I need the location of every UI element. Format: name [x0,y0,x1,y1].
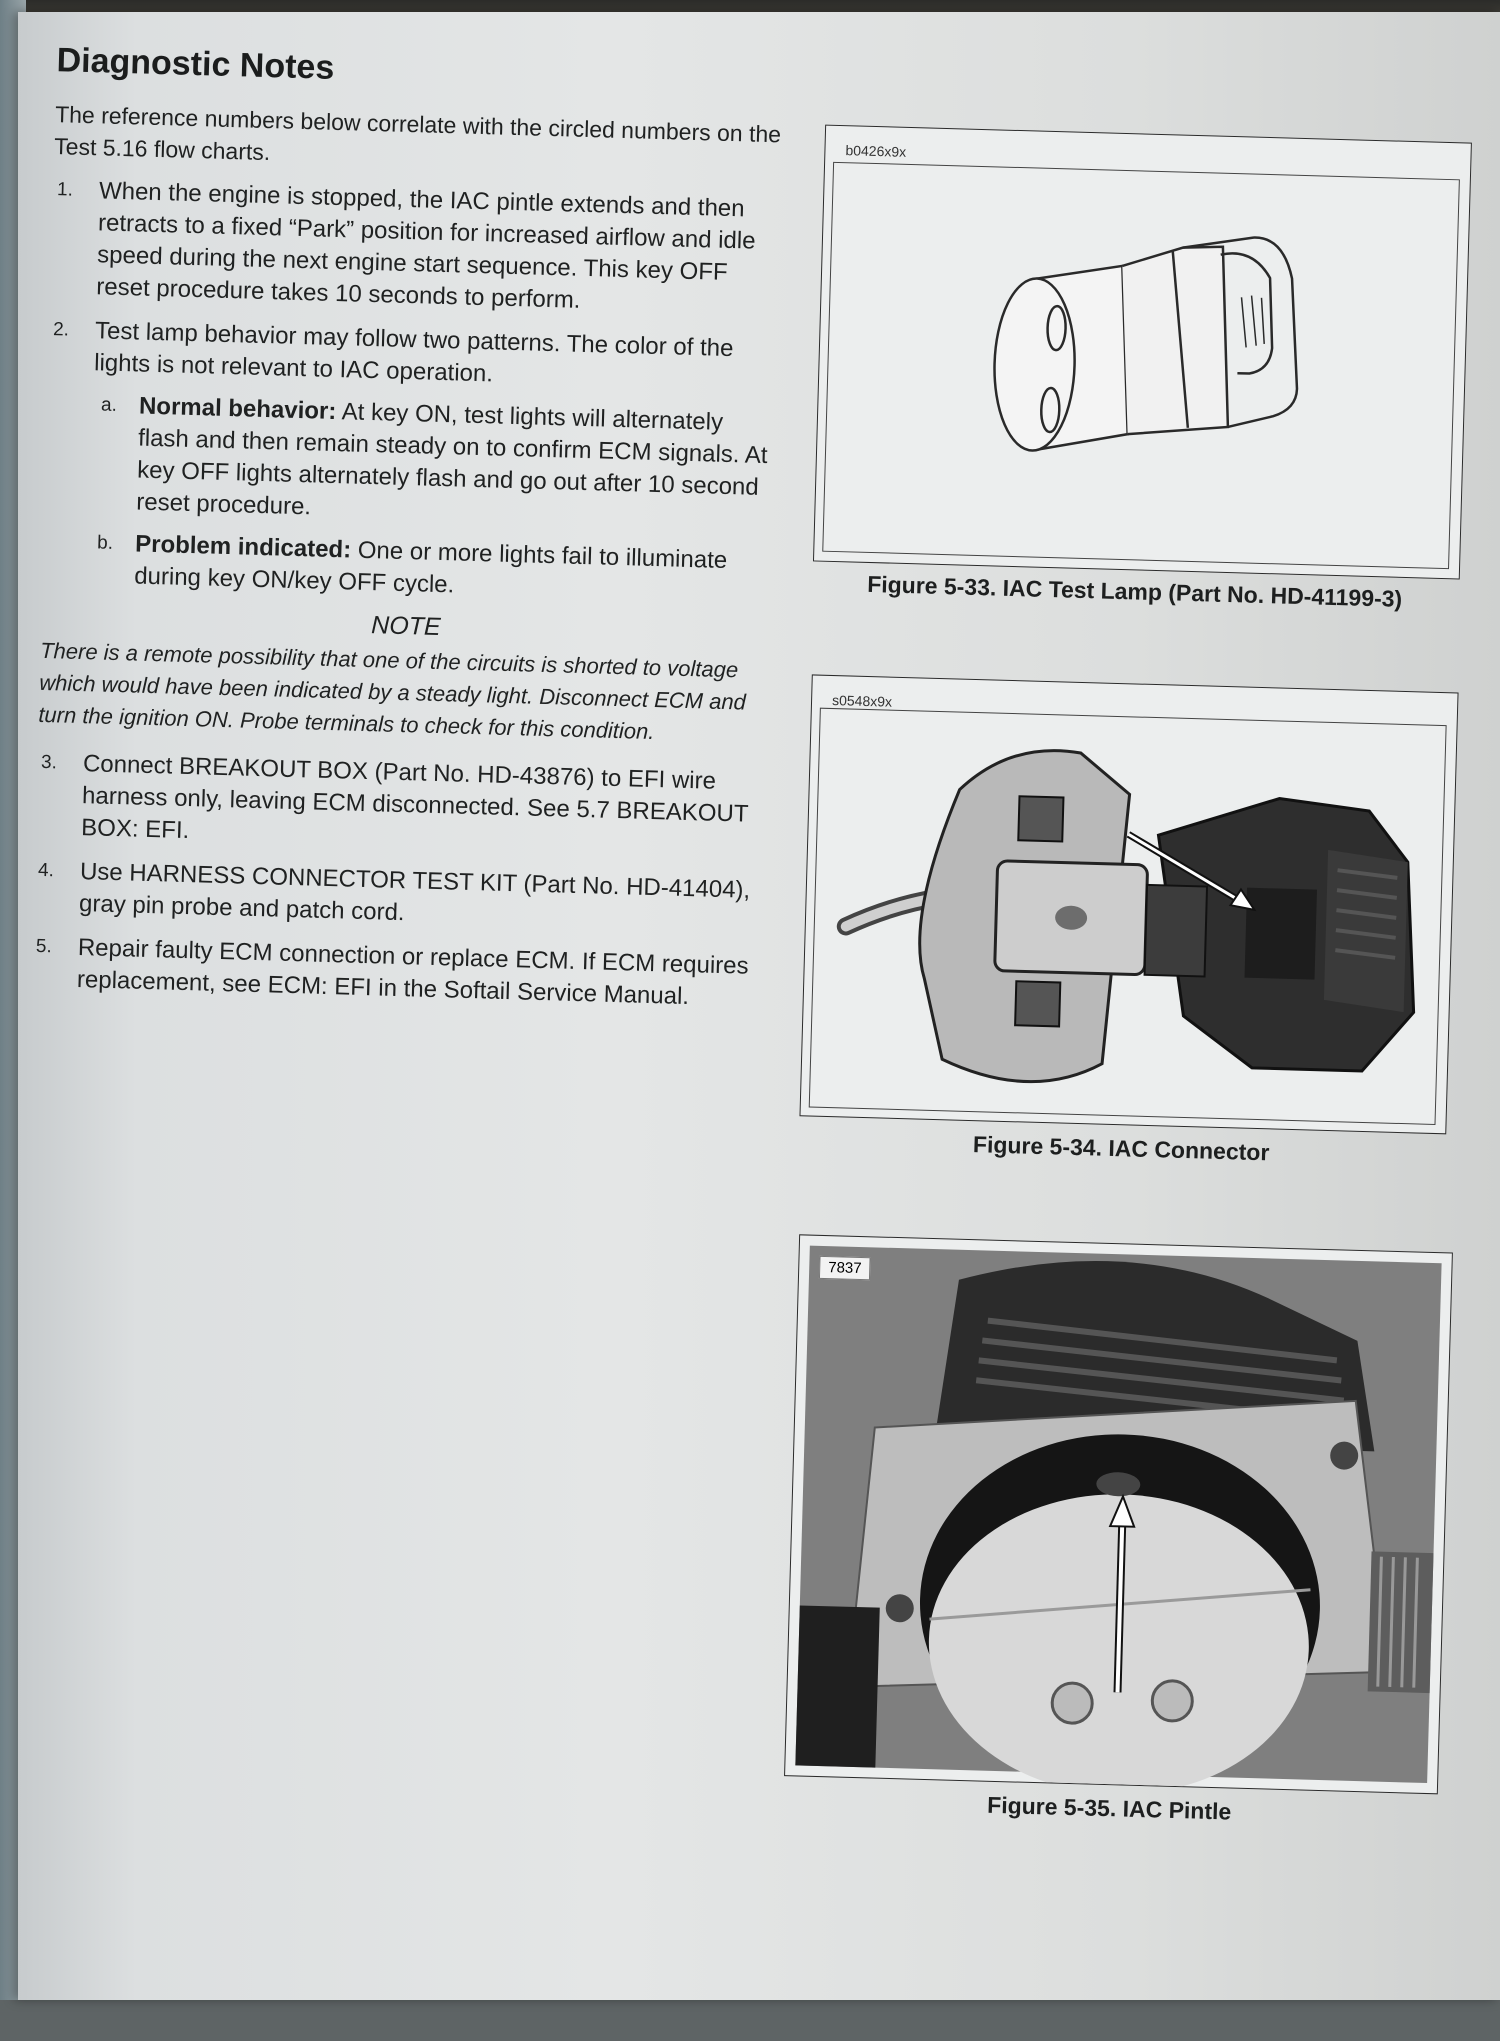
list-item-1 [50,174,783,322]
manual-page [18,12,1500,2000]
item-text: Test lamp behavior may follow two patterns. The color of the lights is not relevant to IAC operation. [93,317,734,388]
figure-label-box [819,1256,871,1280]
item-text: Repair faulty ECM connection or replace ECM. If ECM requires replacement, see ECM: EFI in the Softail Service Manual. [76,934,749,1011]
sub-item-text: One or more lights fail to illuminate during key ON/key OFF cycle. [133,536,728,599]
sub-item-b [88,527,774,610]
item-number: 3. [40,751,58,774]
pintle-photo [785,1235,1452,1793]
test-lamp-drawing [814,126,1471,579]
sub-item-title: Normal behavior: [138,392,337,426]
sub-item-text: At key ON, test lights will alternately flash and then remain steady on to confirm ECM signals. At key OFF lights alternately flash and go out after 10 second reset procedure. [135,398,768,521]
item-text: Use HARNESS CONNECTOR TEST KIT (Part No. HD-41404), gray pin probe and patch cord. [78,858,751,927]
figure-caption-5-33: Figure 5-33. IAC Test Lamp (Part No. HD-41199-3) [866,570,1403,612]
figure-iac-pintle [784,1234,1453,1794]
connector-drawing [800,675,1457,1133]
item-number: 2. [52,319,70,341]
intro-paragraph: The reference numbers below correlate with the circled numbers on the Test 5.16 flow charts. [53,101,782,166]
figure-iac-test-lamp [813,125,1472,580]
list-item-5 [31,931,763,1015]
list-item-3 [35,747,767,863]
item-text: When the engine is stopped, the IAC pintle extends and then retracts to a fixed “Park” position for increased airflow and idle speed during the next engine start sequence. This key OFF reset procedure takes 10 seconds to perform. [95,177,756,314]
sub-item-letter: b. [96,532,114,554]
page-content [0,12,1499,2041]
item-number: 5. [35,935,53,958]
item-number: 4. [37,859,55,882]
figure-caption-5-34: Figure 5-34. IAC Connector [972,1131,1270,1166]
left-column [30,41,787,1027]
item-text: Connect BREAKOUT BOX (Part No. HD-43876) to EFI wire harness only, leaving ECM disconnected. See 5.7 BREAKOUT BOX: EFI. [80,750,749,845]
list-item-2 [42,314,779,610]
item-number: 1. [56,179,74,201]
figure-caption-5-35: Figure 5-35. IAC Pintle [986,1791,1232,1825]
page-heading: Diagnostic Notes [56,41,335,87]
note-heading: NOTE [370,611,442,642]
sub-item-title: Problem indicated: [134,530,352,564]
figure-label: 7837 [828,1259,862,1278]
list-item-4 [33,855,765,939]
sub-item-a [90,389,777,536]
figure-label: b0426x9x [845,142,907,160]
note-text: There is a remote possibility that one of the circuits is shorted to voltage which would have been indicated by a steady light. Disconnect ECM and turn the ignition ON. Probe terminals to check for this condition. [38,637,747,745]
figure-iac-connector [799,674,1458,1134]
figure-label: s0548x9x [831,692,893,710]
sub-item-letter: a. [100,394,118,416]
